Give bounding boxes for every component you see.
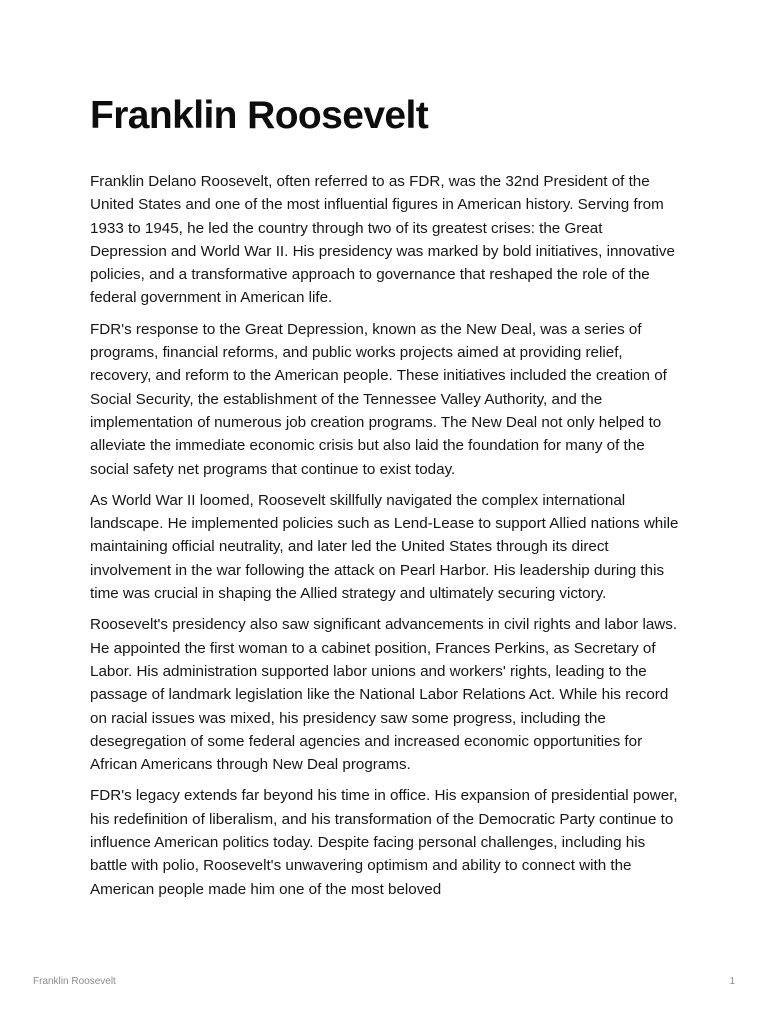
- document-body: [90, 170, 680, 909]
- paragraph-world-war-ii: As World War II loomed, Roosevelt skillfully navigated the complex international landscape. He implemented policies such as Lend-Lease to support Allied nations while maintaining official neutrality, and later led the United States through its direct involvement in the war following the attack on Pearl Harbor. His leadership during this time was crucial in shaping the Allied strategy and ultimately securing victory.: [90, 491, 679, 603]
- paragraph-civil-rights: Roosevelt's presidency also saw significant advancements in civil rights and labor laws. He appointed the first woman to a cabinet position, Frances Perkins, as Secretary of Labor. His administration supported labor unions and workers' rights, leading to the passage of landmark legislation like the National Labor Relations Act. While his record on racial issues was mixed, his presidency saw some progress, including the desegregation of some federal agencies and increased economic opportunities for African Americans through New Deal programs.: [90, 616, 678, 774]
- paragraph-legacy: FDR's legacy extends far beyond his time in office. His expansion of presidential power, his redefinition of liberalism, and his transformation of the Democratic Party continue to influence American politics today. Despite facing personal challenges, including his battle with polio, Roosevelt's unwavering optimism and ability to connect with the American people made him one of the most beloved: [90, 787, 678, 898]
- paragraph-new-deal: FDR's response to the Great Depression, known as the New Deal, was a series of programs, financial reforms, and public works projects aimed at providing relief, recovery, and reform to the American people. These initiatives included the creation of Social Security, the establishment of the Tennessee Valley Authority, and the implementation of numerous job creation programs. The New Deal not only helped to alleviate the immediate economic crisis but also laid the foundation for many of the social safety net programs that continue to exist today.: [90, 320, 667, 478]
- page-title: Franklin Roosevelt: [90, 94, 429, 137]
- paragraph-intro: Franklin Delano Roosevelt, often referred to as FDR, was the 32nd President of the United States and one of the most influential figures in American history. Serving from 1933 to 1945, he led the country through two of its greatest crises: the Great Depression and World War II. His presidency was marked by bold initiatives, innovative policies, and a transformative approach to governance that reshaped the role of the federal government in American life.: [90, 173, 675, 307]
- footer-running-title: Franklin Roosevelt: [33, 976, 116, 987]
- footer-page-number: 1: [729, 976, 735, 987]
